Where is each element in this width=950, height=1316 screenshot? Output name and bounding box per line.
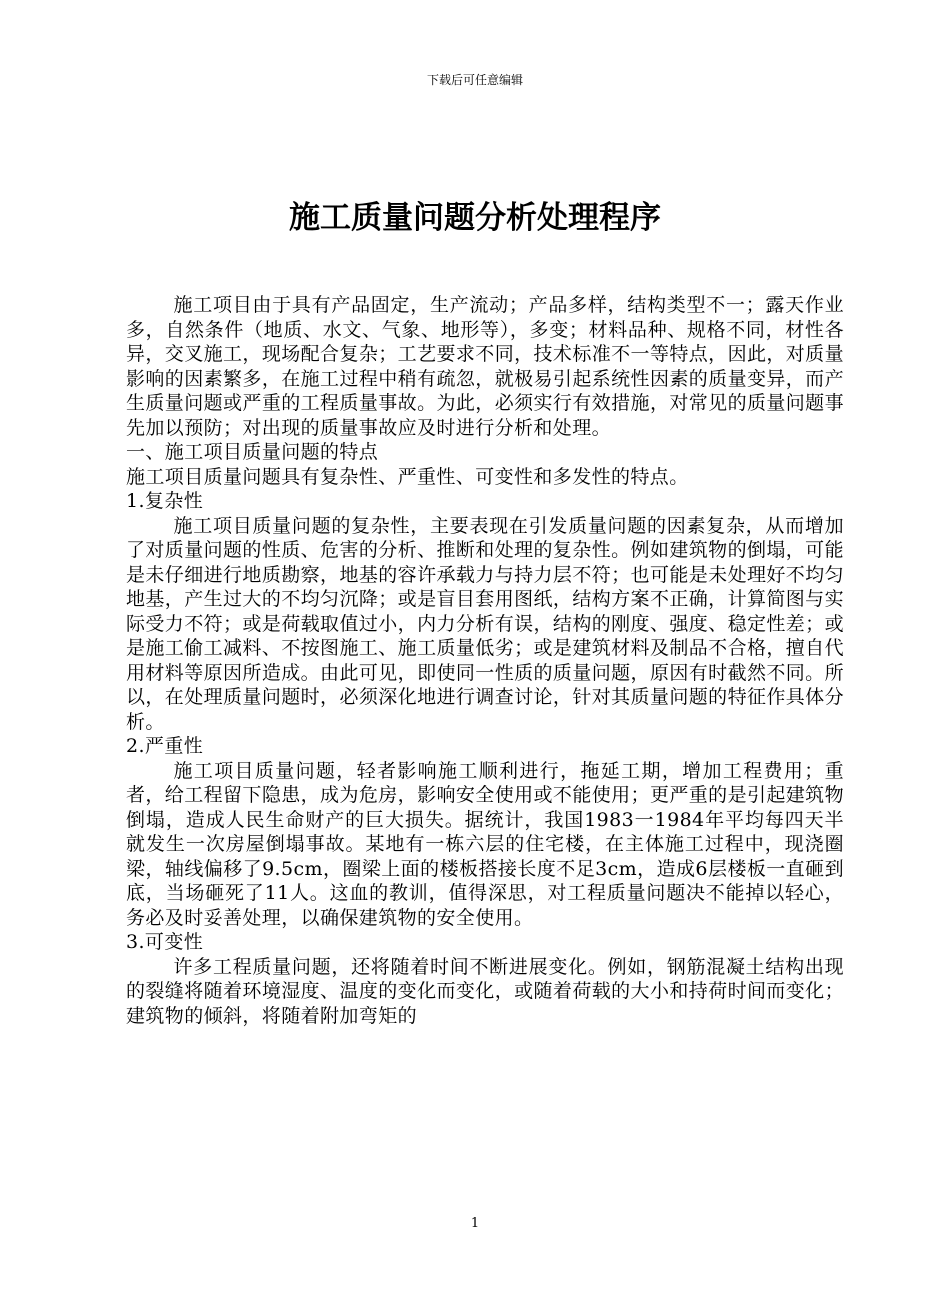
intro-paragraph: 施工项目由于具有产品固定，生产流动；产品多样，结构类型不一；露天作业多，自然条件（地质、水文、气象、地形等），多变；材料品种、规格不同，材性各异，交叉施工，现场配合复杂；工艺要求不同，技术标准不一等特点，因此，对质量影响的因素繁多，在施工过程中稍有疏忽，就极易引起系统性因素的质量变异，而产生质量问题或严重的工程质量事故。为此，必须实行有效措施，对常见的质量问题事先加以预防；对出现的质量事故应及时进行分析和处理。 <box>126 294 844 439</box>
section-summary: 施工项目质量问题具有复杂性、严重性、可变性和多发性的特点。 <box>126 465 689 488</box>
item-heading-severity: 2.严重性 <box>126 735 204 757</box>
item-heading-variability: 3.可变性 <box>126 931 204 953</box>
document-body <box>126 293 844 1028</box>
document-title: 施工质量问题分析处理程序 <box>289 200 661 236</box>
page-header-note: 下载后可任意编辑 <box>426 73 523 87</box>
item-paragraph-complexity: 施工项目质量问题的复杂性，主要表现在引发质量问题的因素复杂，从而增加了对质量问题的性质、危害的分析、推断和处理的复杂性。例如建筑物的倒塌，可能是未仔细进行地质勘察，地基的容许承载力与持力层不符；也可能是未处理好不均匀地基，产生过大的不均匀沉降；或是盲目套用图纸，结构方案不正确，计算简图与实际受力不符；或是荷载取值过小，内力分析有误，结构的刚度、强度、稳定性差；或是施工偷工减料、不按图施工、施工质量低劣；或是建筑材料及制品不合格，擅自代用材料等原因所造成。由此可见，即使同一性质的质量问题，原因有时截然不同。所以，在处理质量问题时，必须深化地进行调查讨论，针对其质量问题的特征作具体分析。 <box>126 514 844 733</box>
item-paragraph-severity: 施工项目质量问题，轻者影响施工顺利进行，拖延工期，增加工程费用；重者，给工程留下隐患，成为危房，影响安全使用或不能使用；更严重的是引起建筑物倒塌，造成人民生命财产的巨大损失。据统计，我国1983一1984年平均每四天半就发生一次房屋倒塌事故。某地有一栋六层的住宅楼，在主体施工过程中，现浇圈梁，轴线偏移了9.5cm，圈梁上面的楼板搭接长度不足3cm，造成6层楼板一直砸到底，当场砸死了11人。这血的教训，值得深思，对工程质量问题决不能掉以轻心，务必及时妥善处理，以确保建筑物的安全使用。 <box>126 759 844 929</box>
page-number: 1 <box>470 1216 480 1231</box>
item-paragraph-variability: 许多工程质量问题，还将随着时间不断进展变化。例如，钢筋混凝土结构出现的裂缝将随着环境湿度、温度的变化而变化，或随着荷载的大小和持荷时间而变化；建筑物的倾斜，将随着附加弯矩的 <box>126 955 844 1027</box>
item-heading-complexity: 1.复杂性 <box>126 490 204 512</box>
section-heading: 一、施工项目质量问题的特点 <box>126 441 379 463</box>
